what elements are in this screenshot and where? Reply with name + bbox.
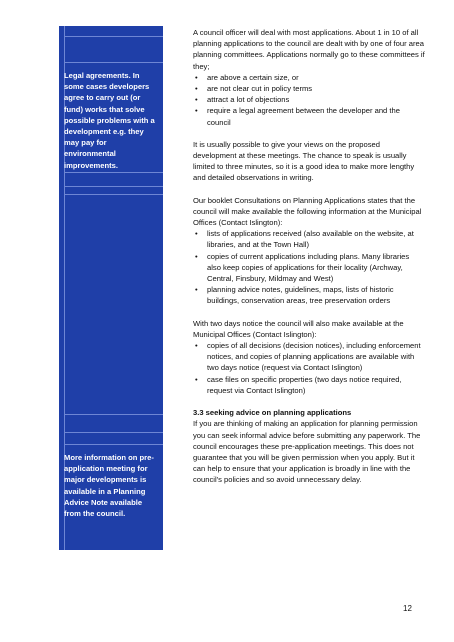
- list-item: • lists of applications received (also available on the website, at libraries, and at the Town Hall): [193, 228, 425, 250]
- sidebar-rule: [64, 36, 163, 37]
- sidebar-rule: [64, 414, 163, 415]
- sidebar-rule: [64, 62, 163, 63]
- list-item: • are above a certain size, or: [193, 72, 425, 83]
- two-days-items-list: [193, 340, 425, 396]
- main-content: [193, 27, 425, 486]
- sidebar-note-pre-application: More information on pre-application meeting for major developments is available in a Planning Advice Note available from the council.: [64, 453, 154, 519]
- sidebar-rule: [64, 444, 163, 445]
- advice-paragraph: If you are thinking of making an application for planning permission you can seek informal advice before submitting any paperwork. The council encourages these pre-application meetings. This does not guarantee that you will be given permission when you apply. But it can help to ensure that your application is broadly in line with the council's policies and so avoid unnecessary delay.: [193, 419, 421, 485]
- intro-paragraph: A council officer will deal with most applications. About 1 in 10 of all planning applications to the council are dealt with by one of four area planning committees. Applications normally go to these committees if they;: [193, 28, 425, 71]
- sidebar-rule: [64, 432, 163, 433]
- section-heading: 3.3 seeking advice on planning applications: [193, 408, 352, 418]
- two-days-paragraph: With two days notice the council will also make available at the Municipal Offices (Contact Islington):: [193, 318, 404, 339]
- list-item: • are not clear cut in policy terms: [193, 83, 425, 94]
- page-number: 12: [403, 604, 412, 613]
- sidebar-rule: [64, 172, 163, 173]
- list-item: • planning advice notes, guidelines, maps, lists of historic buildings, conservation areas, tree preservation orders: [193, 284, 425, 306]
- views-paragraph: It is usually possible to give your views on the proposed development at these meetings. The chance to speak is usually limited to three minutes, so it is a good idea to make more lengthy and detailed observations in writing.: [193, 139, 415, 183]
- list-item: • copies of all decisions (decision notices), including enforcement notices, and copies of planning applications are available with two days notice (request via Contact Islington): [193, 340, 425, 374]
- sidebar-note-legal-agreements: Legal agreements. In some cases developers agree to carry out (or fund) works that solve possible problems with a development e.g. they may pay for environmental improvements.: [64, 71, 155, 170]
- list-item: • require a legal agreement between the developer and the council: [193, 105, 425, 127]
- sidebar-rule: [64, 194, 163, 195]
- committee-criteria-list: [193, 72, 425, 128]
- list-item: • case files on specific properties (two days notice required, request via Contact Islington): [193, 374, 425, 396]
- list-item: • attract a lot of objections: [193, 94, 425, 105]
- booklet-paragraph: Our booklet Consultations on Planning Applications states that the council will make available the following information at the Municipal Offices (Contact Islington):: [193, 195, 422, 228]
- sidebar-rule: [64, 186, 163, 187]
- list-item: • copies of current applications including plans. Many libraries also keep copies of applications for their locality (Archway, Central, Finsbury, Mildmay and West): [193, 251, 425, 285]
- booklet-items-list: [193, 228, 425, 306]
